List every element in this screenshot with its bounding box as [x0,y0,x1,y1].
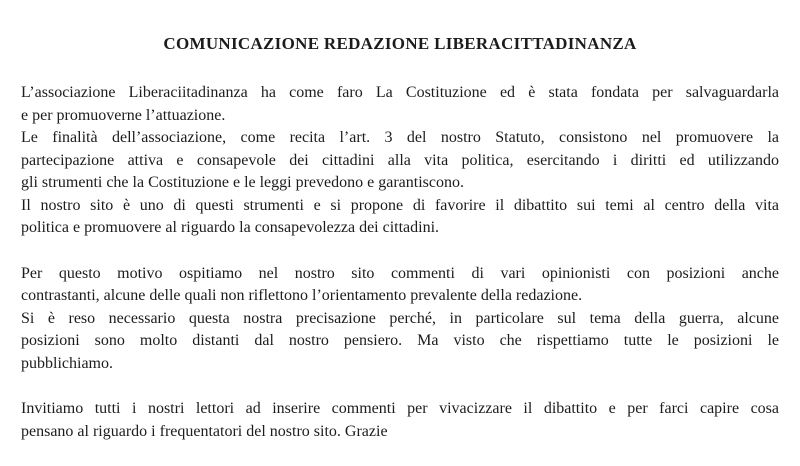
paragraph-line: L’associazione Liberaciitadinanza ha come faro La Costituzione ed è stata fondata per salvaguardarla [21,84,779,101]
paragraph-line: contrastanti, alcune delle quali non riflettono l’orientamento prevalente della redazione. [21,287,583,304]
paragraph-line: Il nostro sito è uno di questi strumenti e si propone di favorire il dibattito sui temi al centro della vita [21,196,779,214]
document-title: COMUNICAZIONE REDAZIONE LIBERACITTADINANZA [163,34,637,53]
paragraph-line: partecipazione attiva e consapevole dei cittadini alla vita politica, esercitando i diritti ed utilizzando [21,151,779,169]
paragraph-line: gli strumenti che la Costituzione e le leggi prevedono e garantiscono. [21,174,464,191]
paragraph [21,308,779,376]
paragraph-line: posizioni sono molto distanti dal nostro pensiero. Ma visto che rispettiamo tutte le posizioni le [21,332,779,349]
paragraph [21,263,779,308]
paragraph-line: Si è reso necessario questa nostra precisazione perché, in particolare sul tema della guerra, alcune [21,309,779,327]
document-body [21,82,779,443]
paragraph-line: pensano al riguardo i frequentatori del nostro sito. Grazie [21,422,388,440]
paragraph-line: politica e promuovere al riguardo la consapevolezza dei cittadini. [21,219,440,236]
paragraph [21,82,779,127]
paragraph-line: e per promuoverne l’attuazione. [21,106,226,124]
paragraph [21,195,779,240]
paragraph-line: Invitiamo tutti i nostri lettori ad inserire commenti per vivacizzare il dibattito e per farci capire cosa [21,400,779,417]
paragraph [21,127,779,195]
paragraph-line: pubblichiamo. [21,354,113,372]
paragraph-line: Per questo motivo ospitiamo nel nostro sito commenti di vari opinionisti con posizioni anche [21,264,779,282]
paragraph-line: Le finalità dell’associazione, come recita l’art. 3 del nostro Statuto, consistono nel promuovere la [21,129,779,146]
paragraph [21,398,779,443]
